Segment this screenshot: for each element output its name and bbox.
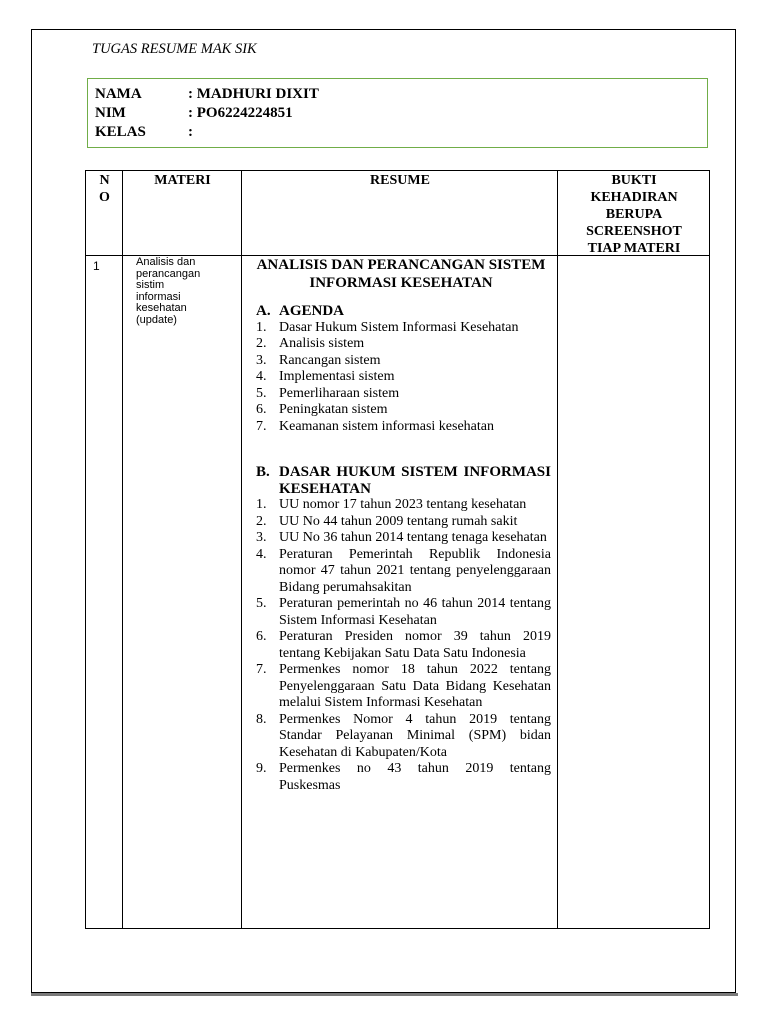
info-row-kelas <box>95 124 193 141</box>
item-number: 8. <box>256 711 267 727</box>
section-title: DASAR HUKUM SISTEM INFORMASI KESEHATAN <box>279 464 551 497</box>
resume-title-line: INFORMASI KESEHATAN <box>309 275 493 291</box>
resume-title <box>251 256 551 292</box>
header-bukti-line: BERUPA <box>605 207 663 222</box>
section-a-heading <box>251 303 551 320</box>
item-text: Pemerliharaan sistem <box>279 385 400 401</box>
page-bottom-shadow <box>31 993 738 996</box>
item-text: UU No 44 tahun 2009 tentang rumah sakit <box>279 513 518 529</box>
materi-line: kesehatan <box>136 302 187 314</box>
header-resume: RESUME <box>370 173 430 188</box>
info-row-nim <box>95 105 293 122</box>
item-number: 1. <box>256 497 267 512</box>
item-text: Peraturan pemerintah no 46 tahun 2014 tentang Sistem Informasi Kesehatan <box>279 596 551 628</box>
list-item <box>251 336 551 353</box>
nim-label: NIM <box>95 105 126 121</box>
item-number: 1. <box>256 319 267 335</box>
materi-line: perancangan <box>136 267 201 280</box>
item-text: Permenkes no 43 tahun 2019 tentang Puskesmas <box>279 761 551 793</box>
item-text: Peningkatan sistem <box>279 402 388 417</box>
resume-cell <box>251 256 551 794</box>
list-item <box>251 761 551 794</box>
item-number: 5. <box>256 596 267 611</box>
item-number: 7. <box>256 418 267 434</box>
kelas-label: KELAS <box>95 124 146 140</box>
materi-line: sistim <box>136 279 165 291</box>
item-number: 4. <box>256 546 267 562</box>
nama-value: : MADHURI DIXIT <box>188 86 319 102</box>
header-materi: MATERI <box>154 173 211 188</box>
list-item <box>251 353 551 370</box>
header-bukti-line: KEHADIRAN <box>590 190 678 205</box>
student-info-box <box>87 78 708 148</box>
list-item <box>251 547 551 597</box>
list-item <box>251 514 551 531</box>
column-divider <box>241 171 242 928</box>
list-item <box>251 497 551 514</box>
agenda-list <box>251 320 551 436</box>
item-number: 2. <box>256 336 267 351</box>
list-item <box>251 402 551 419</box>
item-text: Keamanan sistem informasi kesehatan <box>279 418 494 434</box>
item-text: Peraturan Pemerintah Republik Indonesia nomor 47 tahun 2021 tentang penyelenggaraan Bidang perumahsakitan <box>279 546 551 595</box>
item-number: 3. <box>256 530 267 545</box>
item-text: Peraturan Presiden nomor 39 tahun 2019 tentang Kebijakan Satu Data Satu Indonesia <box>279 629 551 661</box>
list-item <box>251 662 551 712</box>
header-no-line: N <box>99 173 110 188</box>
item-text: Rancangan sistem <box>279 352 381 368</box>
item-text: UU No 36 tahun 2014 tentang tenaga kesehatan <box>279 530 547 545</box>
materi-line: informasi <box>136 290 181 303</box>
legal-basis-list <box>251 497 551 794</box>
item-number: 9. <box>256 761 267 776</box>
list-item <box>251 596 551 629</box>
item-text: Permenkes nomor 18 tahun 2022 tentang Penyelenggaraan Satu Data Bidang Kesehatan melalui Sistem Informasi Kesehatan <box>279 662 551 710</box>
item-number: 4. <box>256 369 267 384</box>
list-item <box>251 369 551 386</box>
item-number: 7. <box>256 662 267 677</box>
item-number: 5. <box>256 385 267 401</box>
row-number: 1 <box>93 259 100 273</box>
section-marker: B. <box>256 464 270 480</box>
item-text: Permenkes Nomor 4 tahun 2019 tentang Standar Pelayanan Minimal (SPM) bidan Kesehatan di Kabupaten/Kota <box>279 711 551 760</box>
info-row-nama <box>95 86 319 103</box>
resume-title-line: ANALISIS DAN PERANCANGAN SISTEM <box>256 257 546 273</box>
header-bukti-line: TIAP MATERI <box>587 241 681 256</box>
kelas-value: : <box>188 124 193 140</box>
column-divider <box>557 171 558 928</box>
header-bukti <box>558 172 710 257</box>
header-bukti-line: SCREENSHOT <box>586 224 682 239</box>
item-text: UU nomor 17 tahun 2023 tentang kesehatan <box>279 497 527 512</box>
header-bukti-line: BUKTI <box>611 173 657 188</box>
document-title: TUGAS RESUME MAK SIK <box>92 41 257 57</box>
section-marker: A. <box>256 303 271 319</box>
list-item <box>251 712 551 762</box>
item-text: Dasar Hukum Sistem Informasi Kesehatan <box>279 319 519 335</box>
section-b-heading <box>251 464 551 497</box>
materi-line: Analisis dan <box>136 256 196 268</box>
materi-cell <box>136 257 236 326</box>
list-item <box>251 419 551 436</box>
list-item <box>251 629 551 662</box>
list-item <box>251 320 551 337</box>
item-text: Implementasi sistem <box>279 369 395 384</box>
nim-value: : PO6224224851 <box>188 105 293 121</box>
column-divider <box>122 171 123 928</box>
item-number: 2. <box>256 513 267 529</box>
materi-line: (update) <box>136 313 177 326</box>
item-number: 6. <box>256 402 267 417</box>
header-no-line: O <box>99 190 110 205</box>
resume-table <box>85 170 710 929</box>
section-title: AGENDA <box>279 303 345 319</box>
header-no <box>86 172 123 206</box>
item-number: 3. <box>256 352 267 368</box>
item-text: Analisis sistem <box>279 336 365 351</box>
item-number: 6. <box>256 629 267 644</box>
list-item <box>251 386 551 403</box>
nama-label: NAMA <box>95 86 142 102</box>
list-item <box>251 530 551 547</box>
